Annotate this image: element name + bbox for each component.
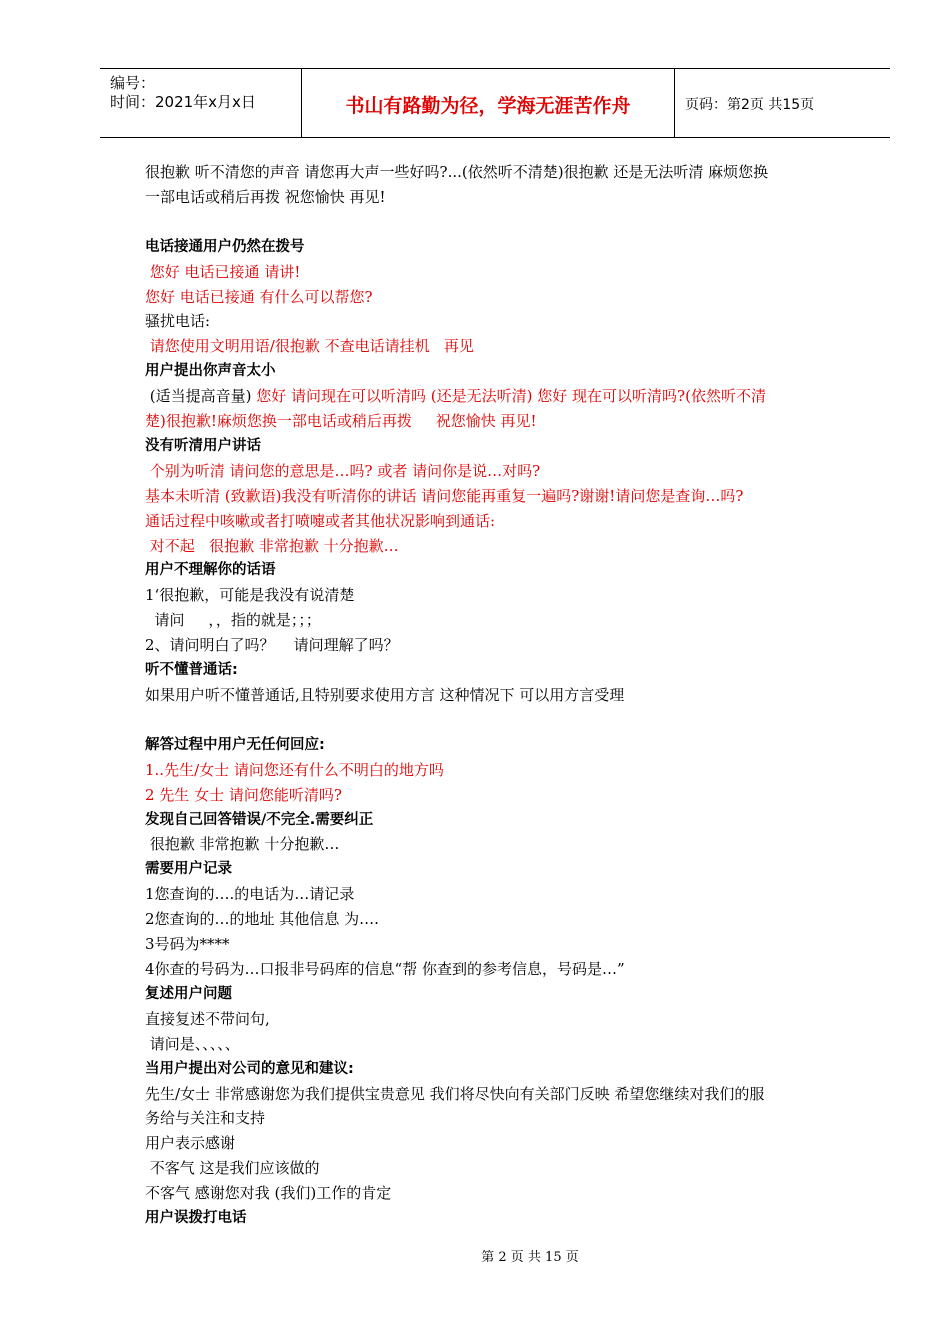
text-line: 1‘很抱歉，可能是我没有说清楚 bbox=[145, 586, 355, 605]
page-number-label: 页码：第2页 共15页 bbox=[685, 97, 815, 113]
text-line: 很抱歉 听不清您的声音 请您再大声一些好吗?...(依然听不清楚)很抱歉 还是无法听清 麻烦您换 bbox=[145, 163, 769, 181]
text-line: 如果用户听不懂普通话,且特别要求使用方言 这种情况下 可以用方言受理 bbox=[145, 686, 625, 705]
text-line: 2 先生 女士 请问您能听清吗? bbox=[145, 785, 342, 804]
text-line: 对不起 很抱歉 非常抱歉 十分抱歉… bbox=[145, 536, 399, 555]
text-line: 先生/女士 非常感谢您为我们提供宝贵意见 我们将尽快向有关部门反映 希望您继续对我们的服 bbox=[145, 1084, 765, 1103]
section-heading: 用户提出你声音太小 bbox=[145, 363, 276, 380]
blank-line bbox=[145, 708, 855, 733]
page-header bbox=[100, 68, 890, 138]
section-heading: 电话接通用户仍然在拨号 bbox=[145, 238, 305, 255]
section-heading: 需要用户记录 bbox=[145, 861, 232, 878]
section-heading: 复述用户问题 bbox=[145, 985, 232, 1002]
section-heading: 用户误拨打电话 bbox=[145, 1210, 247, 1227]
page-footer: 第 2 页 共 15 页 bbox=[481, 1250, 579, 1265]
document-body bbox=[145, 160, 855, 1231]
section-heading: 听不懂普通话: bbox=[145, 662, 238, 679]
text-line: 4你查的号码为…口报非号码库的信息“帮 你查到的参考信息，号码是…” bbox=[145, 959, 625, 978]
header-motto-cell bbox=[302, 69, 675, 137]
script-reply: 您好 请问现在可以听清吗 (还是无法听清) 您好 现在可以听清吗?(依然听不清 bbox=[251, 387, 766, 406]
text-line: 用户表示感谢 bbox=[145, 1134, 236, 1153]
text-line: 很抱歉 非常抱歉 十分抱歉… bbox=[145, 835, 340, 854]
section-heading: 没有听清用户讲话 bbox=[145, 437, 261, 454]
text-line: 一部电话或稍后再拨 祝您愉快 再见! bbox=[145, 187, 386, 206]
volume-note: (适当提高音量) bbox=[145, 387, 252, 406]
text-line: 请问是、、、、、 bbox=[145, 1034, 240, 1053]
text-line: 您好 电话已接通 有什么可以帮您? bbox=[145, 287, 373, 306]
header-page-cell bbox=[675, 69, 890, 137]
text-line: 请问 ，，指的就是；；； bbox=[145, 611, 321, 630]
motto-text: 书山有路勤为径，学海无涯苦作舟 bbox=[345, 95, 631, 117]
text-line: 2您查询的…的地址 其他信息 为…. bbox=[145, 910, 379, 929]
section-heading: 发现自己回答错误/不完全.需要纠正 bbox=[145, 811, 374, 828]
text-line: 直接复述不带问句, bbox=[145, 1009, 270, 1028]
text-line: 不客气 这是我们应该做的 bbox=[145, 1159, 320, 1178]
time-label: 时间：2021年x月x日 bbox=[110, 93, 256, 111]
text-line: 务给与关注和支持 bbox=[145, 1109, 266, 1128]
number-label: 编号： bbox=[110, 74, 156, 92]
text-line: 3号码为**** bbox=[145, 935, 230, 954]
section-heading: 解答过程中用户无任何回应: bbox=[145, 736, 325, 753]
text-line: 楚)很抱歉!麻烦您换一部电话或稍后再拨 祝您愉快 再见! bbox=[145, 412, 537, 431]
text-line bbox=[145, 384, 855, 409]
text-line: 基本未听清 (致歉语)我没有听清你的讲话 请问您能再重复一遍吗?谢谢!请问您是查询…吗? bbox=[145, 486, 744, 505]
section-heading: 用户不理解你的话语 bbox=[145, 562, 276, 579]
header-meta-cell bbox=[100, 69, 302, 137]
blank-line bbox=[145, 210, 855, 235]
text-line: 1..先生/女士 请问您还有什么不明白的地方吗 bbox=[145, 760, 444, 779]
text-line: 不客气 感谢您对我 (我们)工作的肯定 bbox=[145, 1184, 392, 1203]
text-line: 通话过程中咳嗽或者打喷嚏或者其他状况影响到通话: bbox=[145, 511, 496, 530]
text-line: 个别为听清 请问您的意思是…吗? 或者 请问你是说…对吗? bbox=[145, 461, 541, 480]
text-line: 骚扰电话: bbox=[145, 312, 211, 331]
text-line: 2、请问明白了吗？ 请问理解了吗？ bbox=[145, 636, 399, 655]
text-line: 1您查询的….的电话为…请记录 bbox=[145, 885, 355, 904]
section-heading: 当用户提出对公司的意见和建议: bbox=[145, 1060, 354, 1077]
text-line: 您好 电话已接通 请讲! bbox=[145, 262, 301, 281]
text-line: 请您使用文明用语/很抱歉 不查电话请挂机 再见 bbox=[145, 337, 474, 356]
